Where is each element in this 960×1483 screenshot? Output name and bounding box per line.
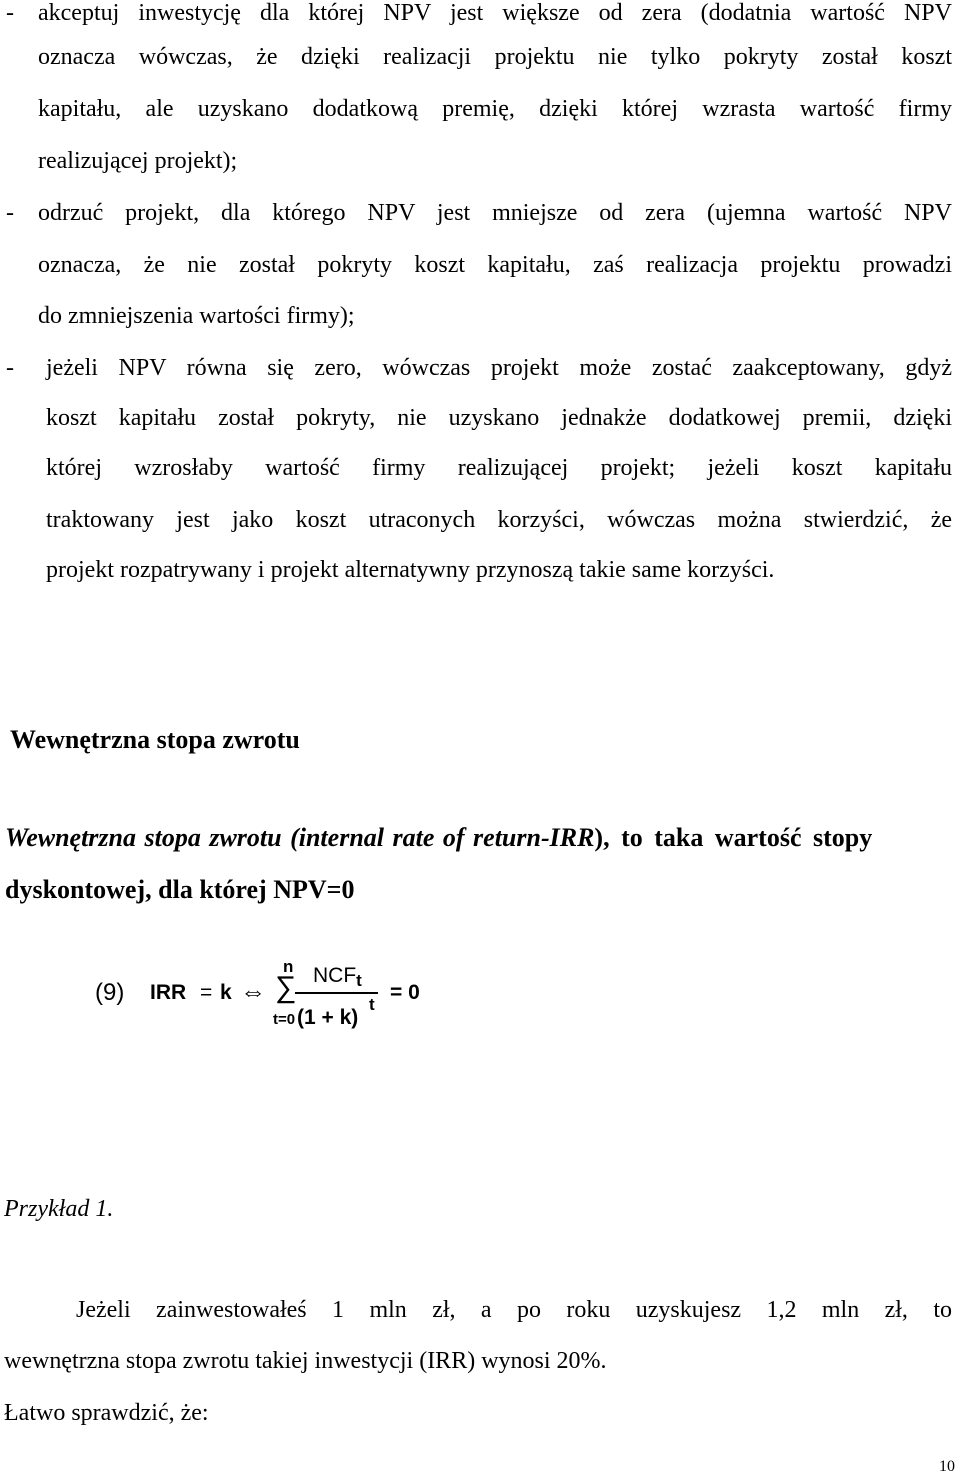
definition-term: Wewnętrzna stopa zwrotu (internal rate of return-IRR xyxy=(5,823,595,852)
formula-number: (9) xyxy=(95,979,125,1006)
rule-2-line-2: oznacza, że nie został pokryty koszt kapitału, zaś realizacja projektu prowadzi xyxy=(38,252,952,278)
bullet-dash: - xyxy=(6,0,14,26)
numerator-sub: t xyxy=(356,971,362,990)
example-line-2: wewnętrzna stopa zwrotu takiej inwestycji (IRR) wynosi 20%. xyxy=(4,1348,607,1374)
definition-rest: ), to taka wartość stopy xyxy=(594,823,873,852)
bullet-dash: - xyxy=(6,355,14,381)
iff-icon: ⇔ xyxy=(240,976,266,1006)
rule-3-line-5: projekt rozpatrywany i projekt alternatywny przynoszą takie same korzyści. xyxy=(46,557,775,583)
rule-3-line-1: jeżeli NPV równa się zero, wówczas projekt może zostać zaakceptowany, gdyż xyxy=(46,355,952,381)
denominator-exponent: t xyxy=(369,995,375,1014)
formula-numerator xyxy=(313,964,362,993)
formula-k: k xyxy=(220,981,232,1004)
formula-equals: = xyxy=(200,981,213,1004)
rule-3-line-2: koszt kapitału został pokryty, nie uzyskano jednakże dodatkowej premii, dzięki xyxy=(46,405,952,431)
rule-3-line-3: której wzrosłaby wartość firmy realizującej projekt; jeżeli koszt kapitału xyxy=(46,455,952,481)
fraction-line xyxy=(295,992,378,994)
formula-irr: IRR xyxy=(150,981,187,1004)
rule-1-line-3: kapitału, ale uzyskano dodatkową premię, dzięki której wzrasta wartość firmy xyxy=(38,96,952,122)
rule-2-line-3: do zmniejszenia wartości firmy); xyxy=(38,303,355,329)
numerator-ncf: NCF xyxy=(313,964,357,987)
definition-line-1 xyxy=(5,824,955,852)
formula-denominator: (1 + k) xyxy=(297,1006,359,1029)
formula-rhs: = 0 xyxy=(390,981,420,1004)
example-title: Przykład 1. xyxy=(4,1196,114,1222)
page-number: 10 xyxy=(939,1458,955,1475)
rule-1-line-2: oznacza wówczas, że dzięki realizacji projektu nie tylko pokryty został koszt xyxy=(38,44,952,70)
example-line-1: Jeżeli zainwestowałeś 1 mln zł, a po roku uzyskujesz 1,2 mln zł, to xyxy=(76,1297,952,1323)
bullet-dash: - xyxy=(6,200,14,226)
rule-1-line-1: akceptuj inwestycję dla której NPV jest większe od zera (dodatnia wartość NPV xyxy=(38,0,952,26)
sum-lower-limit: t=0 xyxy=(273,1011,296,1028)
rule-2-line-1: odrzuć projekt, dla którego NPV jest mniejsze od zera (ujemna wartość NPV xyxy=(38,200,952,226)
definition-line-2: dyskontowej, dla której NPV=0 xyxy=(5,875,355,904)
rule-1-line-4: realizującej projekt); xyxy=(38,148,238,174)
sum-upper-limit: n xyxy=(283,957,294,976)
rule-3-line-4: traktowany jest jako koszt utraconych korzyści, wówczas można stwierdzić, że xyxy=(46,507,952,533)
section-heading: Wewnętrzna stopa zwrotu xyxy=(10,725,300,754)
example-line-3: Łatwo sprawdzić, że: xyxy=(4,1400,209,1426)
sigma-icon: ∑ xyxy=(275,971,297,1004)
